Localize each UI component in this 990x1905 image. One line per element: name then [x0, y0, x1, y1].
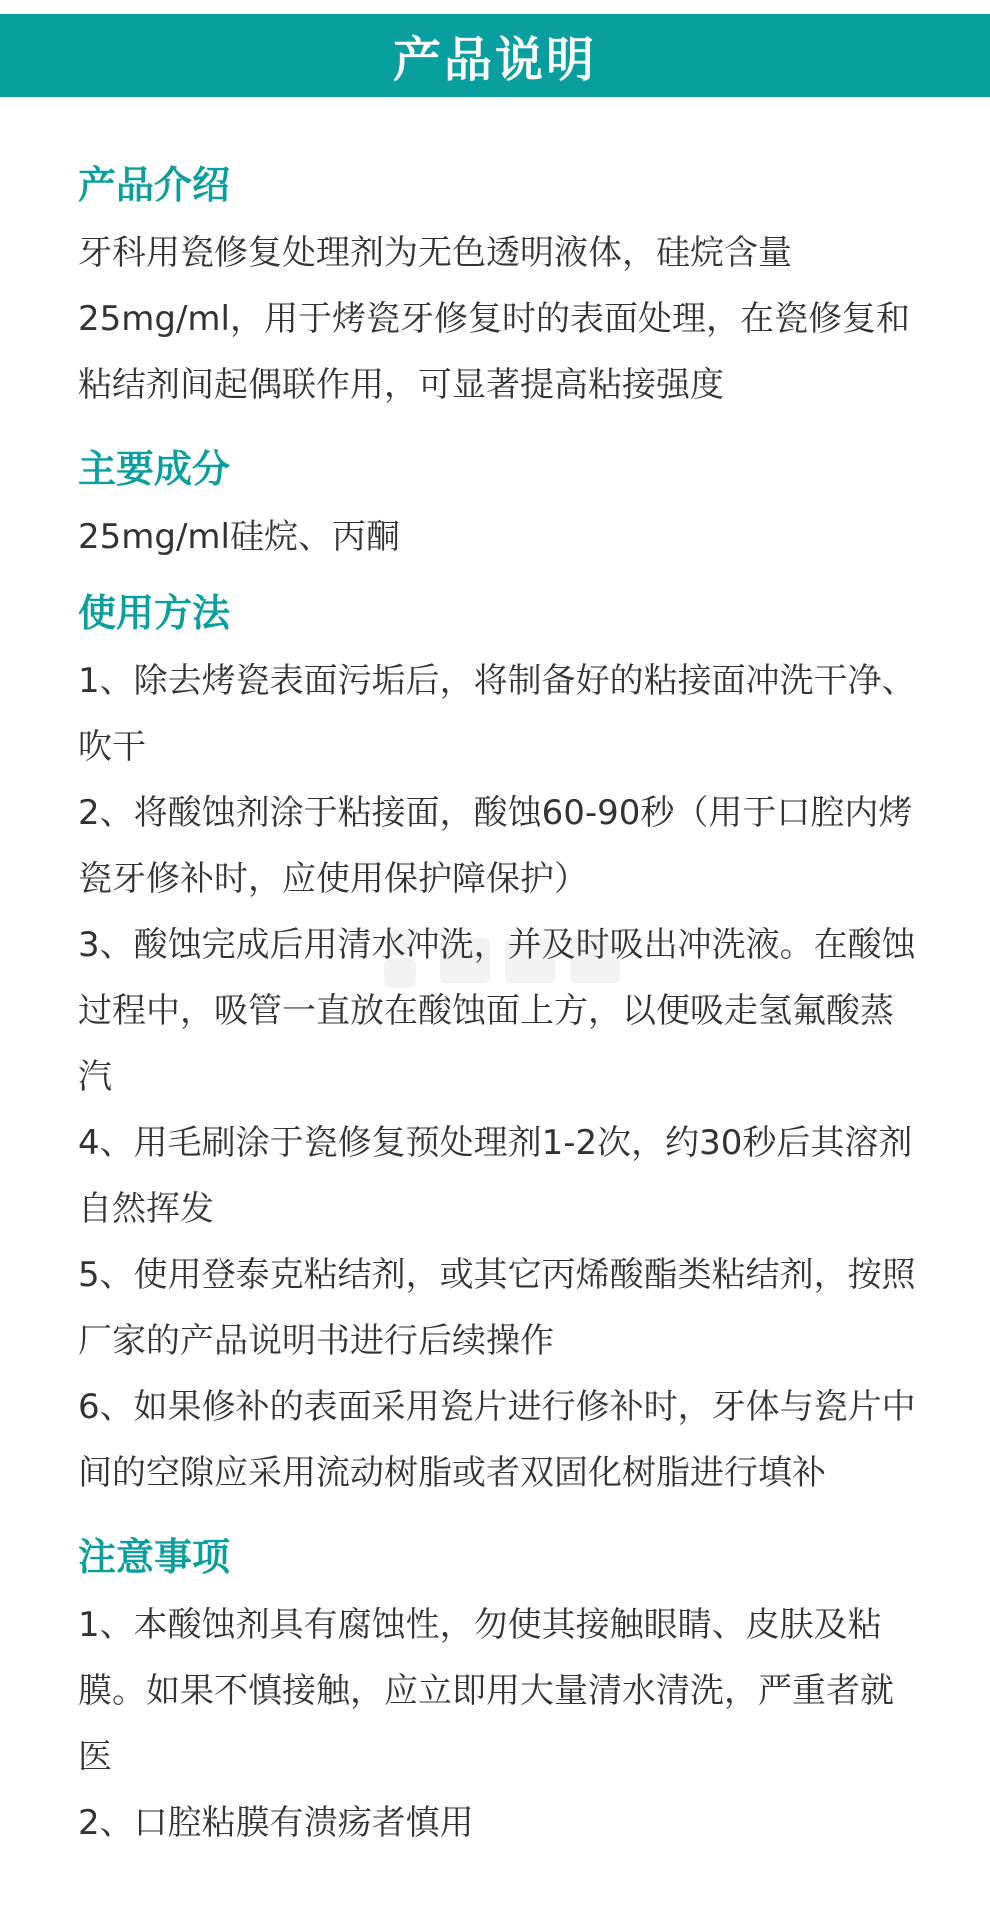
usage-step: 3、酸蚀完成后用清水冲洗，并及时吸出冲洗液。在酸蚀过程中，吸管一直放在酸蚀面上方，以便吸走氢氟酸蒸汽	[78, 925, 916, 1097]
ingredients-text: 25mg/ml硅烷、丙酮	[78, 517, 400, 557]
note-item: 1、本酸蚀剂具有腐蚀性，勿使其接触眼睛、皮肤及粘膜。如果不慎接触，应立即用大量清水清洗，严重者就医	[78, 1605, 894, 1777]
usage-step: 1、除去烤瓷表面污垢后，将制备好的粘接面冲洗干净、吹干	[78, 661, 916, 767]
header-banner	[0, 14, 990, 97]
section-heading-usage: 使用方法	[78, 591, 231, 635]
usage-step: 5、使用登泰克粘结剂，或其它丙烯酸酯类粘结剂，按照厂家的产品说明书进行后续操作	[78, 1255, 916, 1361]
section-heading-ingredients: 主要成分	[78, 447, 231, 491]
section-heading-notes: 注意事项	[78, 1535, 231, 1579]
usage-step: 4、用毛刷涂于瓷修复预处理剂1-2次，约30秒后其溶剂自然挥发	[78, 1123, 913, 1229]
usage-step: 6、如果修补的表面采用瓷片进行修补时，牙体与瓷片中间的空隙应采用流动树脂或者双固化树脂进行填补	[78, 1387, 916, 1493]
product-description	[78, 150, 920, 1856]
note-item: 2、口腔粘膜有溃疡者慎用	[78, 1803, 474, 1843]
page-title: 产品说明	[392, 32, 597, 88]
section-heading-intro: 产品介绍	[78, 163, 231, 207]
usage-step: 2、将酸蚀剂涂于粘接面，酸蚀60-90秒（用于口腔内烤瓷牙修补时，应使用保护障保护）	[78, 793, 913, 899]
intro-text: 牙科用瓷修复处理剂为无色透明液体，硅烷含量25mg/ml，用于烤瓷牙修复时的表面处理，在瓷修复和粘结剂间起偶联作用，可显著提高粘接强度	[78, 233, 910, 405]
